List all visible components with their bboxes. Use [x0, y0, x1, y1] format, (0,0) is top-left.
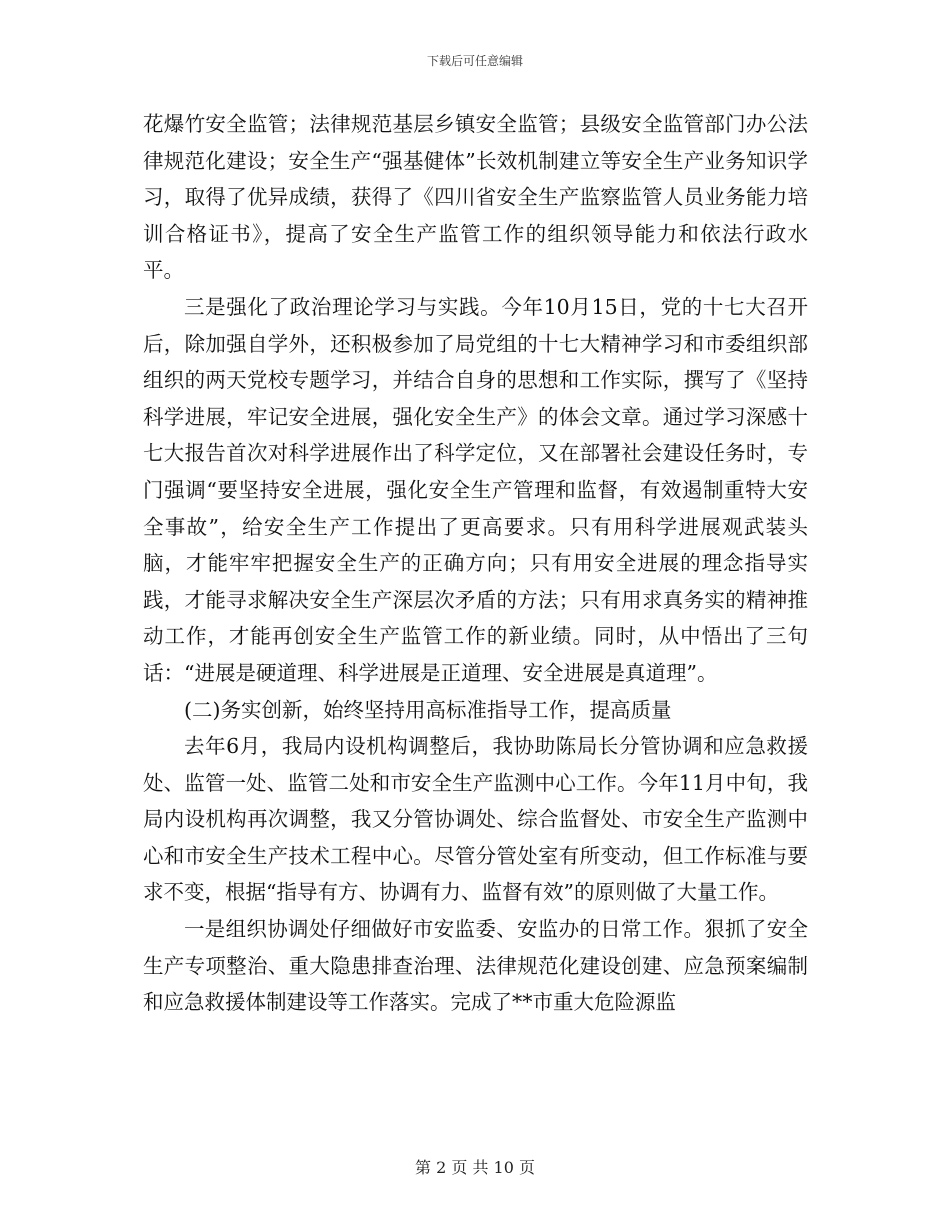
- document-body: [143, 106, 808, 1021]
- paragraph-3: 去年6月，我局内设机构调整后，我协助陈局长分管协调和应急救援处、监管一处、监管二处和市安全生产监测中心工作。今年11月中旬，我局内设机构再次调整，我又分管协调处、综合监督处、市安全生产监测中心和市安全生产技术工程中心。尽管分管处室有所变动，但工作标准与要求不变，根据“指导有方、协调有力、监督有效”的原则做了大量工作。: [143, 734, 808, 905]
- paragraph-2: 三是强化了政治理论学习与实践。今年10月15日，党的十七大召开后，除加强自学外，还积极参加了局党组的十七大精神学习和市委组织部组织的两天党校专题学习，并结合自身的思想和工作实际，撰写了《坚持科学进展，牢记安全进展，强化安全生产》的体会文章。通过学习深感十七大报告首次对科学进展作出了科学定位，又在部署社会建设任务时，专门强调“要坚持安全进展，强化安全生产管理和监督，有效遏制重特大安全事故”，给安全生产工作提出了更高要求。只有用科学进展观武装头脑，才能牢牢把握安全生产的正确方向；只有用安全进展的理念指导实践，才能寻求解决安全生产深层次矛盾的方法；只有用求真务实的精神推动工作，才能再创安全生产监管工作的新业绩。同时，从中悟出了三句话：“进展是硬道理、科学进展是正道理、安全进展是真道理”。: [143, 294, 808, 685]
- page-number-footer: 第 2 页 共 10 页: [415, 1158, 535, 1177]
- paragraph-1: 花爆竹安全监管；法律规范基层乡镇安全监管；县级安全监管部门办公法律规范化建设；安全生产“强基健体”长效机制建立等安全生产业务知识学习，取得了优异成绩，获得了《四川省安全生产监察监管人员业务能力培训合格证书》，提高了安全生产监管工作的组织领导能力和依法行政水平。: [143, 112, 808, 283]
- paragraph-4: 一是组织协调处仔细做好市安监委、安监办的日常工作。狠抓了安全生产专项整治、重大隐患排查治理、法律规范化建设创建、应急预案编制和应急救援体制建设等工作落实。完成了**市重大危险源监: [143, 917, 808, 1015]
- page-header: 下载后可任意编辑: [426, 54, 523, 68]
- section-heading: (二)务实创新，始终坚持用高标准指导工作，提高质量: [184, 697, 672, 722]
